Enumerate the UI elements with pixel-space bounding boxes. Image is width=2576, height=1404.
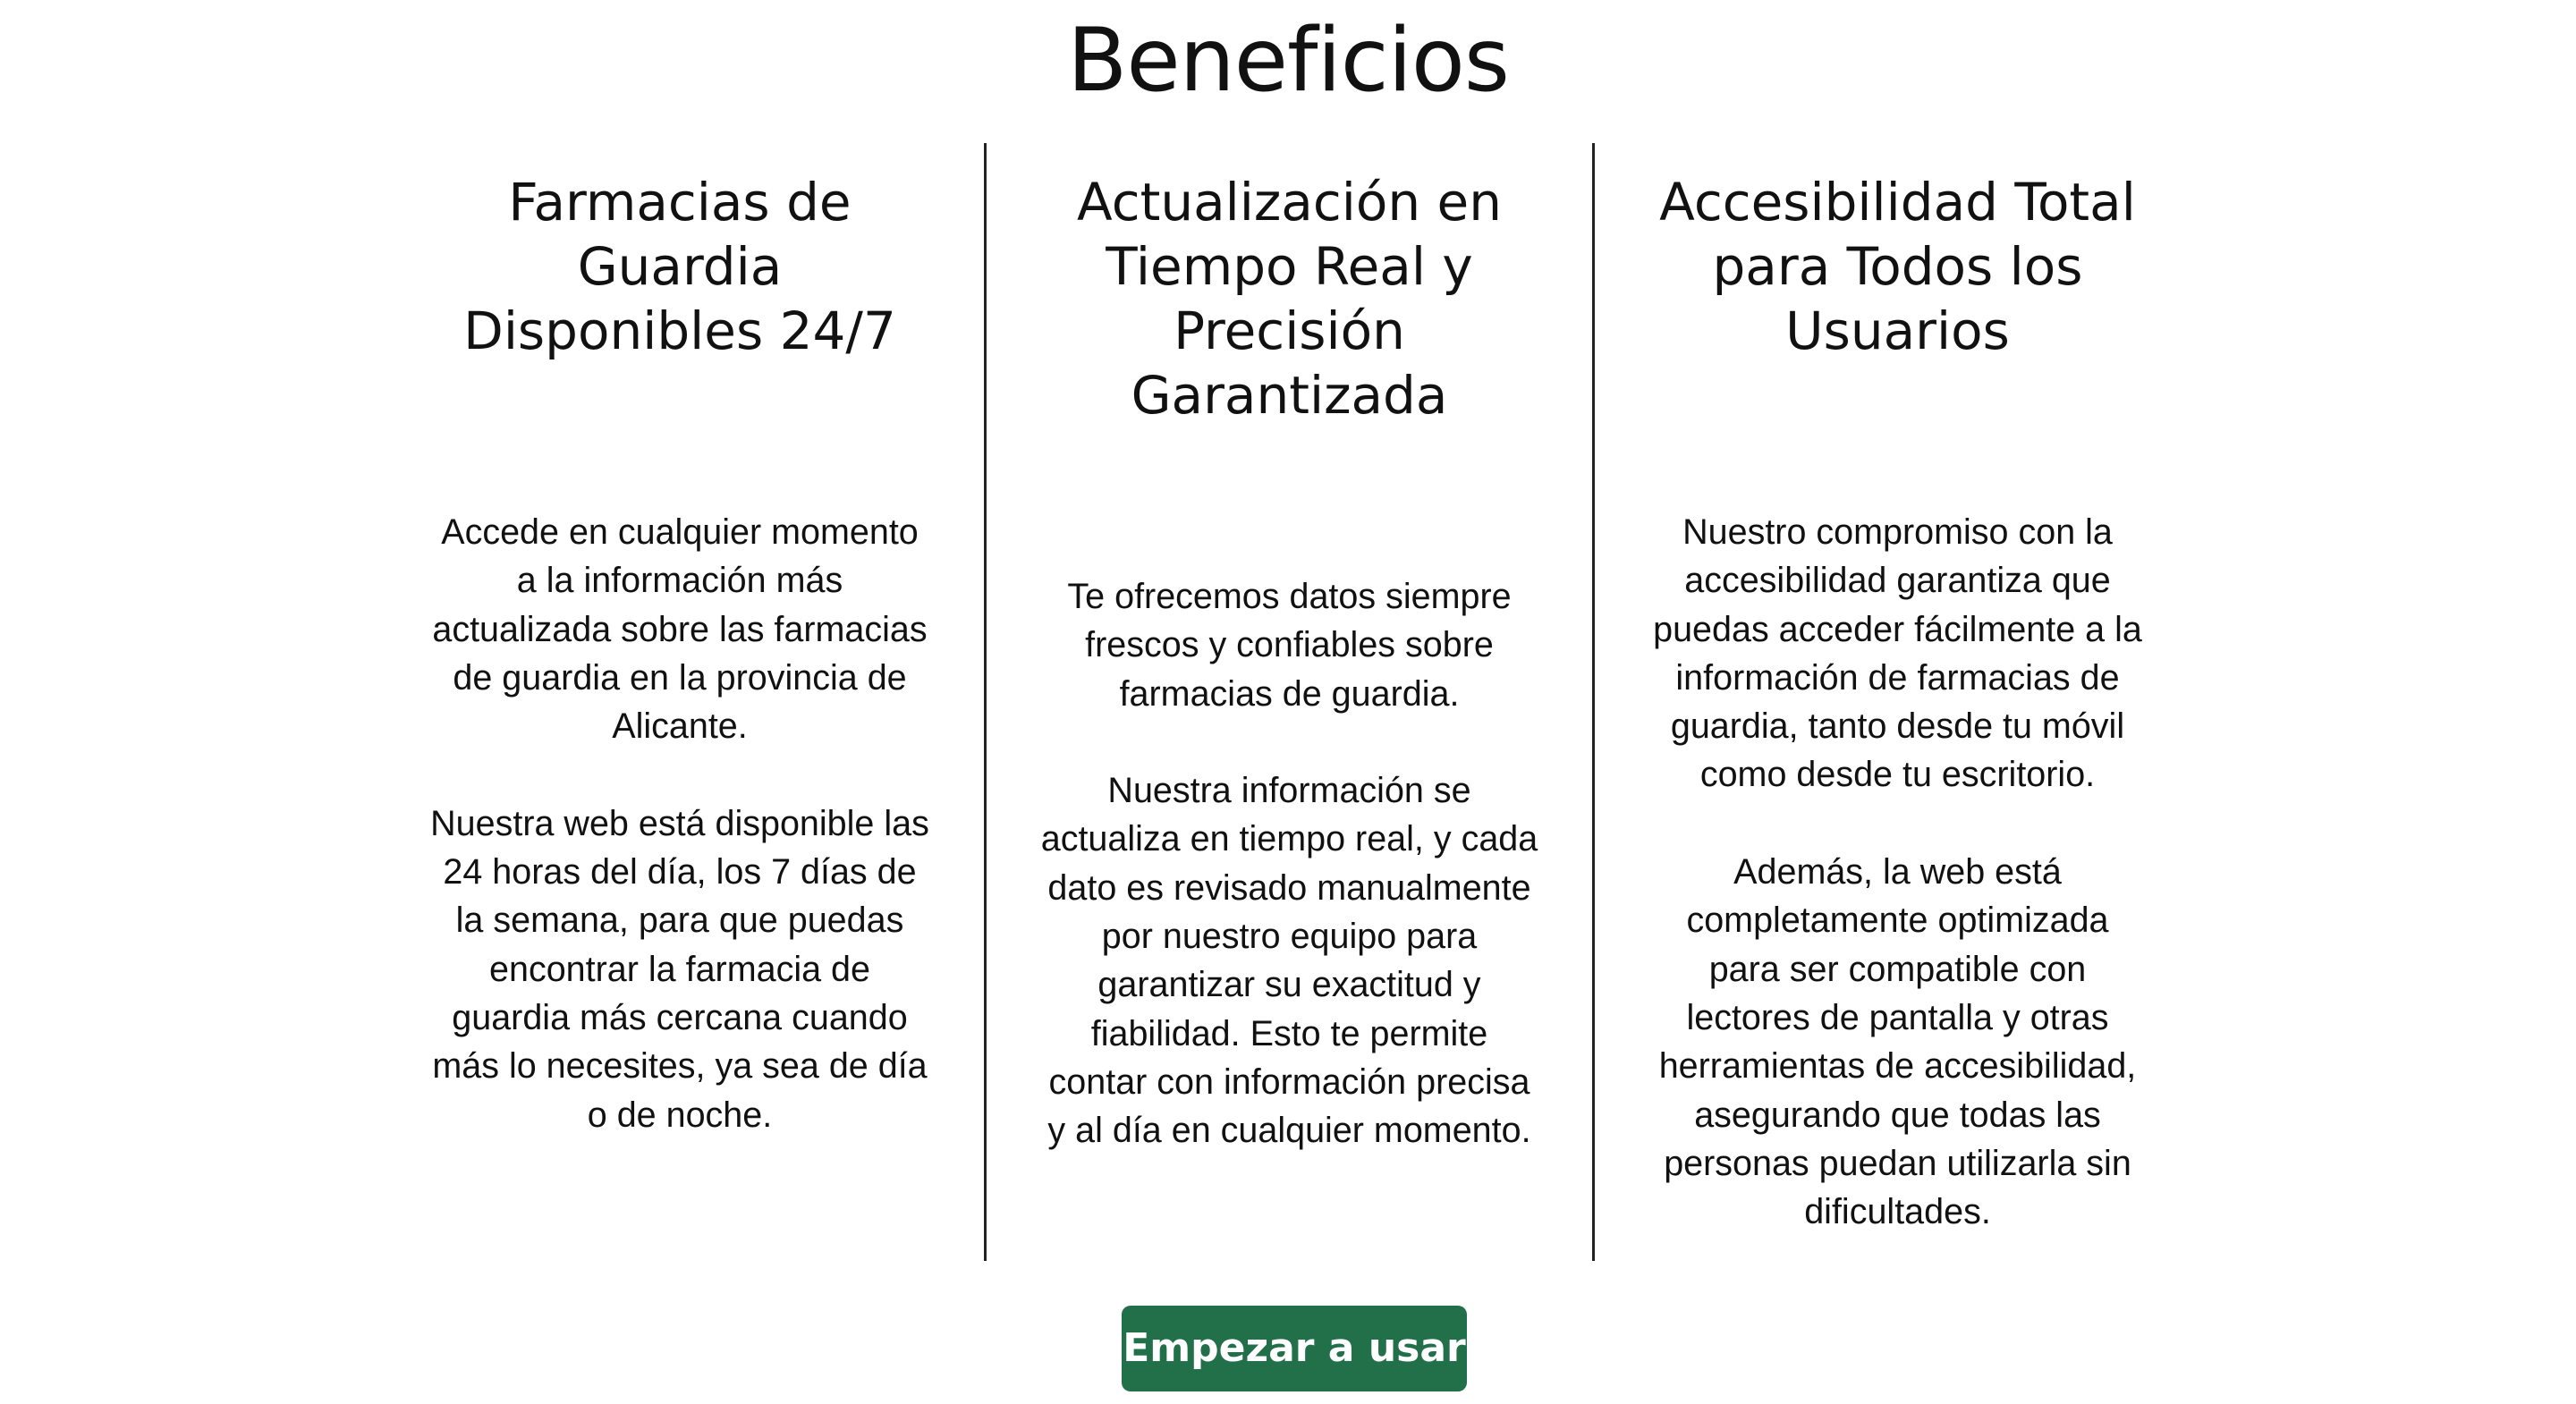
benefit-paragraph: Nuestra información se actualiza en tiempo real, y cada dato es revisado manualmente por nuestro equipo para garantizar su exactitud y fiabilidad. Esto te permite contar con información precisa y al día en cualquier momento. <box>1040 771 1538 1151</box>
benefit-description <box>1648 508 2147 1236</box>
benefit-paragraph: Accede en cualquier momento a la información más actualizada sobre las farmacias de guardia en la provincia de Alicante. <box>432 512 928 747</box>
benefit-title: Accesibilidad Total para Todos los Usuarios <box>1659 172 2136 361</box>
benefits-columns <box>376 143 2200 1261</box>
benefit-paragraph: Además, la web está completamente optimizada para ser compatible con lectores de pantalla y otras herramientas de accesibilidad, asegurando que todas las personas puedan utilizarla sin dificultades. <box>1658 852 2137 1232</box>
benefit-column-availability <box>376 143 984 1261</box>
page-title: Beneficios <box>1067 10 1509 112</box>
benefit-column-realtime <box>984 143 1592 1261</box>
benefit-description <box>429 508 930 1139</box>
benefit-description <box>1040 572 1538 1155</box>
benefit-title: Actualización en Tiempo Real y Precisión Garantizada <box>1077 172 1502 426</box>
start-using-button[interactable]: Empezar a usar <box>1122 1306 1467 1391</box>
benefit-paragraph: Te ofrecemos datos siempre frescos y confiables sobre farmacias de guardia. <box>1067 577 1512 714</box>
benefit-title: Farmacias de Guardia Disponibles 24/7 <box>463 172 896 361</box>
benefit-paragraph: Nuestra web está disponible las 24 horas del día, los 7 días de la semana, para que puedas encontrar la farmacia de guardia más cercana cuando más lo necesites, ya sea de día o de noche. <box>430 803 929 1135</box>
benefit-column-accessibility <box>1592 143 2200 1261</box>
benefit-paragraph: Nuestro compromiso con la accesibilidad garantiza que puedas acceder fácilmente a la información de farmacias de guardia, tanto desde tu móvil como desde tu escritorio. <box>1653 512 2142 795</box>
